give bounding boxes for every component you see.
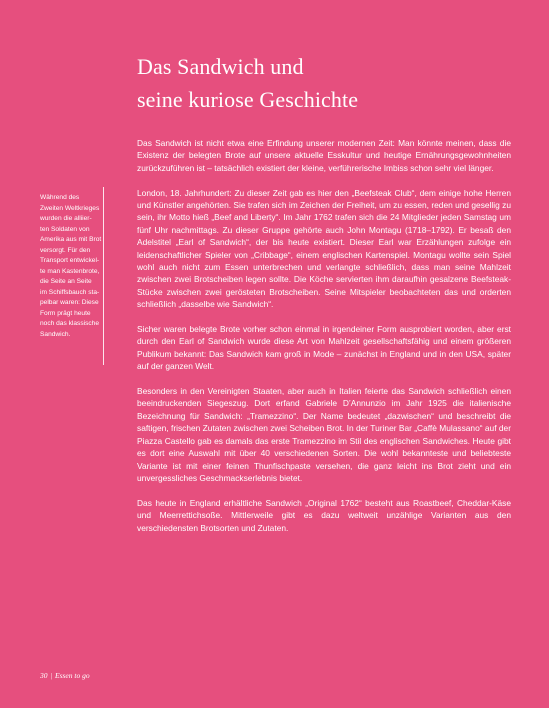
page-footer [40,671,90,680]
sidebar-note [40,193,102,340]
sidebar-line: Sandwich. [40,330,71,338]
sidebar-divider [103,187,104,365]
article-paragraph-earl: Sicher waren belegte Brote vorher schon einmal in irgendeiner Form ausprobiert worden, aber erst durch den Earl of Sandwich wurde diese Art von Mahlzeit gesellschaftsfähig und einem größeren Publikum bekannt: Das Sandwich kam groß in Mode – zunächst in England und in den USA, später auf der ganzen Welt. [137,324,511,372]
article-paragraph-london: London, 18. Jahrhundert: Zu dieser Zeit gab es hier den „Beefsteak Club“, dem einige hohe Herren und Künstler angehörten. Sie trafen sich im Zeichen der Freiheit, um zu essen, reden und gesellig zu sein, ihr Motto hieß „Beef and Liberty“. Im Jahr 1762 trafen sich die 24 Mitglieder jeden Samstag um fünf Uhr nachmittags. Zu dieser Gruppe gehörte auch John Montagu (1718–1792). Er besaß den Adelstitel „Earl of Sandwich“, der bis heute existiert. Dieser Earl war Erzählungen zufolge ein leidenschaftlicher Spieler von „Cribbage“, einem englischen Kartenspiel. Montagu wollte sein Spiel wohl auch nicht zum Essen unterbrechen und verlangte schließlich, dass man seine Mahlzeit zwischen zwei Brotscheiben legen sollte. Die Köche servierten ihm daraufhin gesalzene Beefsteak-Stücke zwischen zwei gerösteten Brotscheiben. Seine Mitspieler beobachteten das und orderten schließlich „dasselbe wie Sandwich“. [137,187,511,310]
section-name: Essen to go [55,671,90,680]
sidebar-line: Während des [40,194,80,201]
sidebar-line: Amerika aus mit Brot [40,236,102,243]
article-title [137,50,517,116]
footer-separator: | [50,671,53,680]
sidebar-line: noch das klassische [40,320,100,327]
sidebar-line: Transport entwickel- [40,257,100,264]
article-paragraph-intro: Das Sandwich ist nicht etwa eine Erfindung unserer modernen Zeit: Man könnte meinen, dass die Existenz der belegten Brote auf unsere aktuelle Esskultur und heutige Ernährungsgewohnheiten zurückzuführen ist – tatsächlich existiert der kleine, verführerische Imbiss schon sehr viel länger. [137,138,511,173]
sidebar-line: die Seite an Seite [40,278,92,285]
sidebar-line: Zweiten Weltkrieges [40,204,100,212]
page-number: 30 [40,671,48,680]
article-paragraph-original-1762: Das heute in England erhältliche Sandwich „Original 1762“ besteht aus Roastbeef, Cheddar-Käse und Meerrettichsoße. Mittlerweile gibt es dazu weltweit unzählige Varianten aus den verschiedensten Brotsorten und Zutaten. [137,497,511,533]
article-body [137,137,511,546]
article-paragraph-italy: Besonders in den Vereinigten Staaten, aber auch in Italien feierte das Sandwich schließlich einen beeindruckenden Siegeszug. Dort erfand Gabriele D’Annunzio im Jahr 1925 die italienische Bezeichnung für Sandwich: „Tramezzino“. Der Name bedeutet „dazwischen“ und beschreibt die saftigen, frischen Zutaten zwischen zwei Scheiben Brot. In der Turiner Bar „Caffè Mulassano“ auf der Piazza Castello gab es damals das erste Tramezzino im Stil des englischen Sandwiches. Heute gibt es dort eine Auswahl mit über 40 verschiedenen Sorten. Die wohl bekannteste und beliebteste Variante ist mit einer feinen Thunfischpaste versehen, die ganz leicht ins Brot zieht und ein unvergessliches Geschmackserlebnis bietet. [137,386,511,483]
sidebar-line: te man Kastenbrote, [40,267,100,275]
article-title-line-1: Das Sandwich und [137,54,304,79]
sidebar-line: versorgt. Für den [40,246,91,254]
article-title-line-2: seine kuriose Geschichte [137,87,359,112]
sidebar-line: Form prägt heute [40,309,91,317]
sidebar-line: ten Soldaten von [40,225,90,233]
sidebar-line: pelbar waren: Diese [40,299,99,306]
sidebar-line: wurden die alliier- [40,215,92,222]
sidebar-line: im Schiffsbauch sta- [40,288,100,296]
